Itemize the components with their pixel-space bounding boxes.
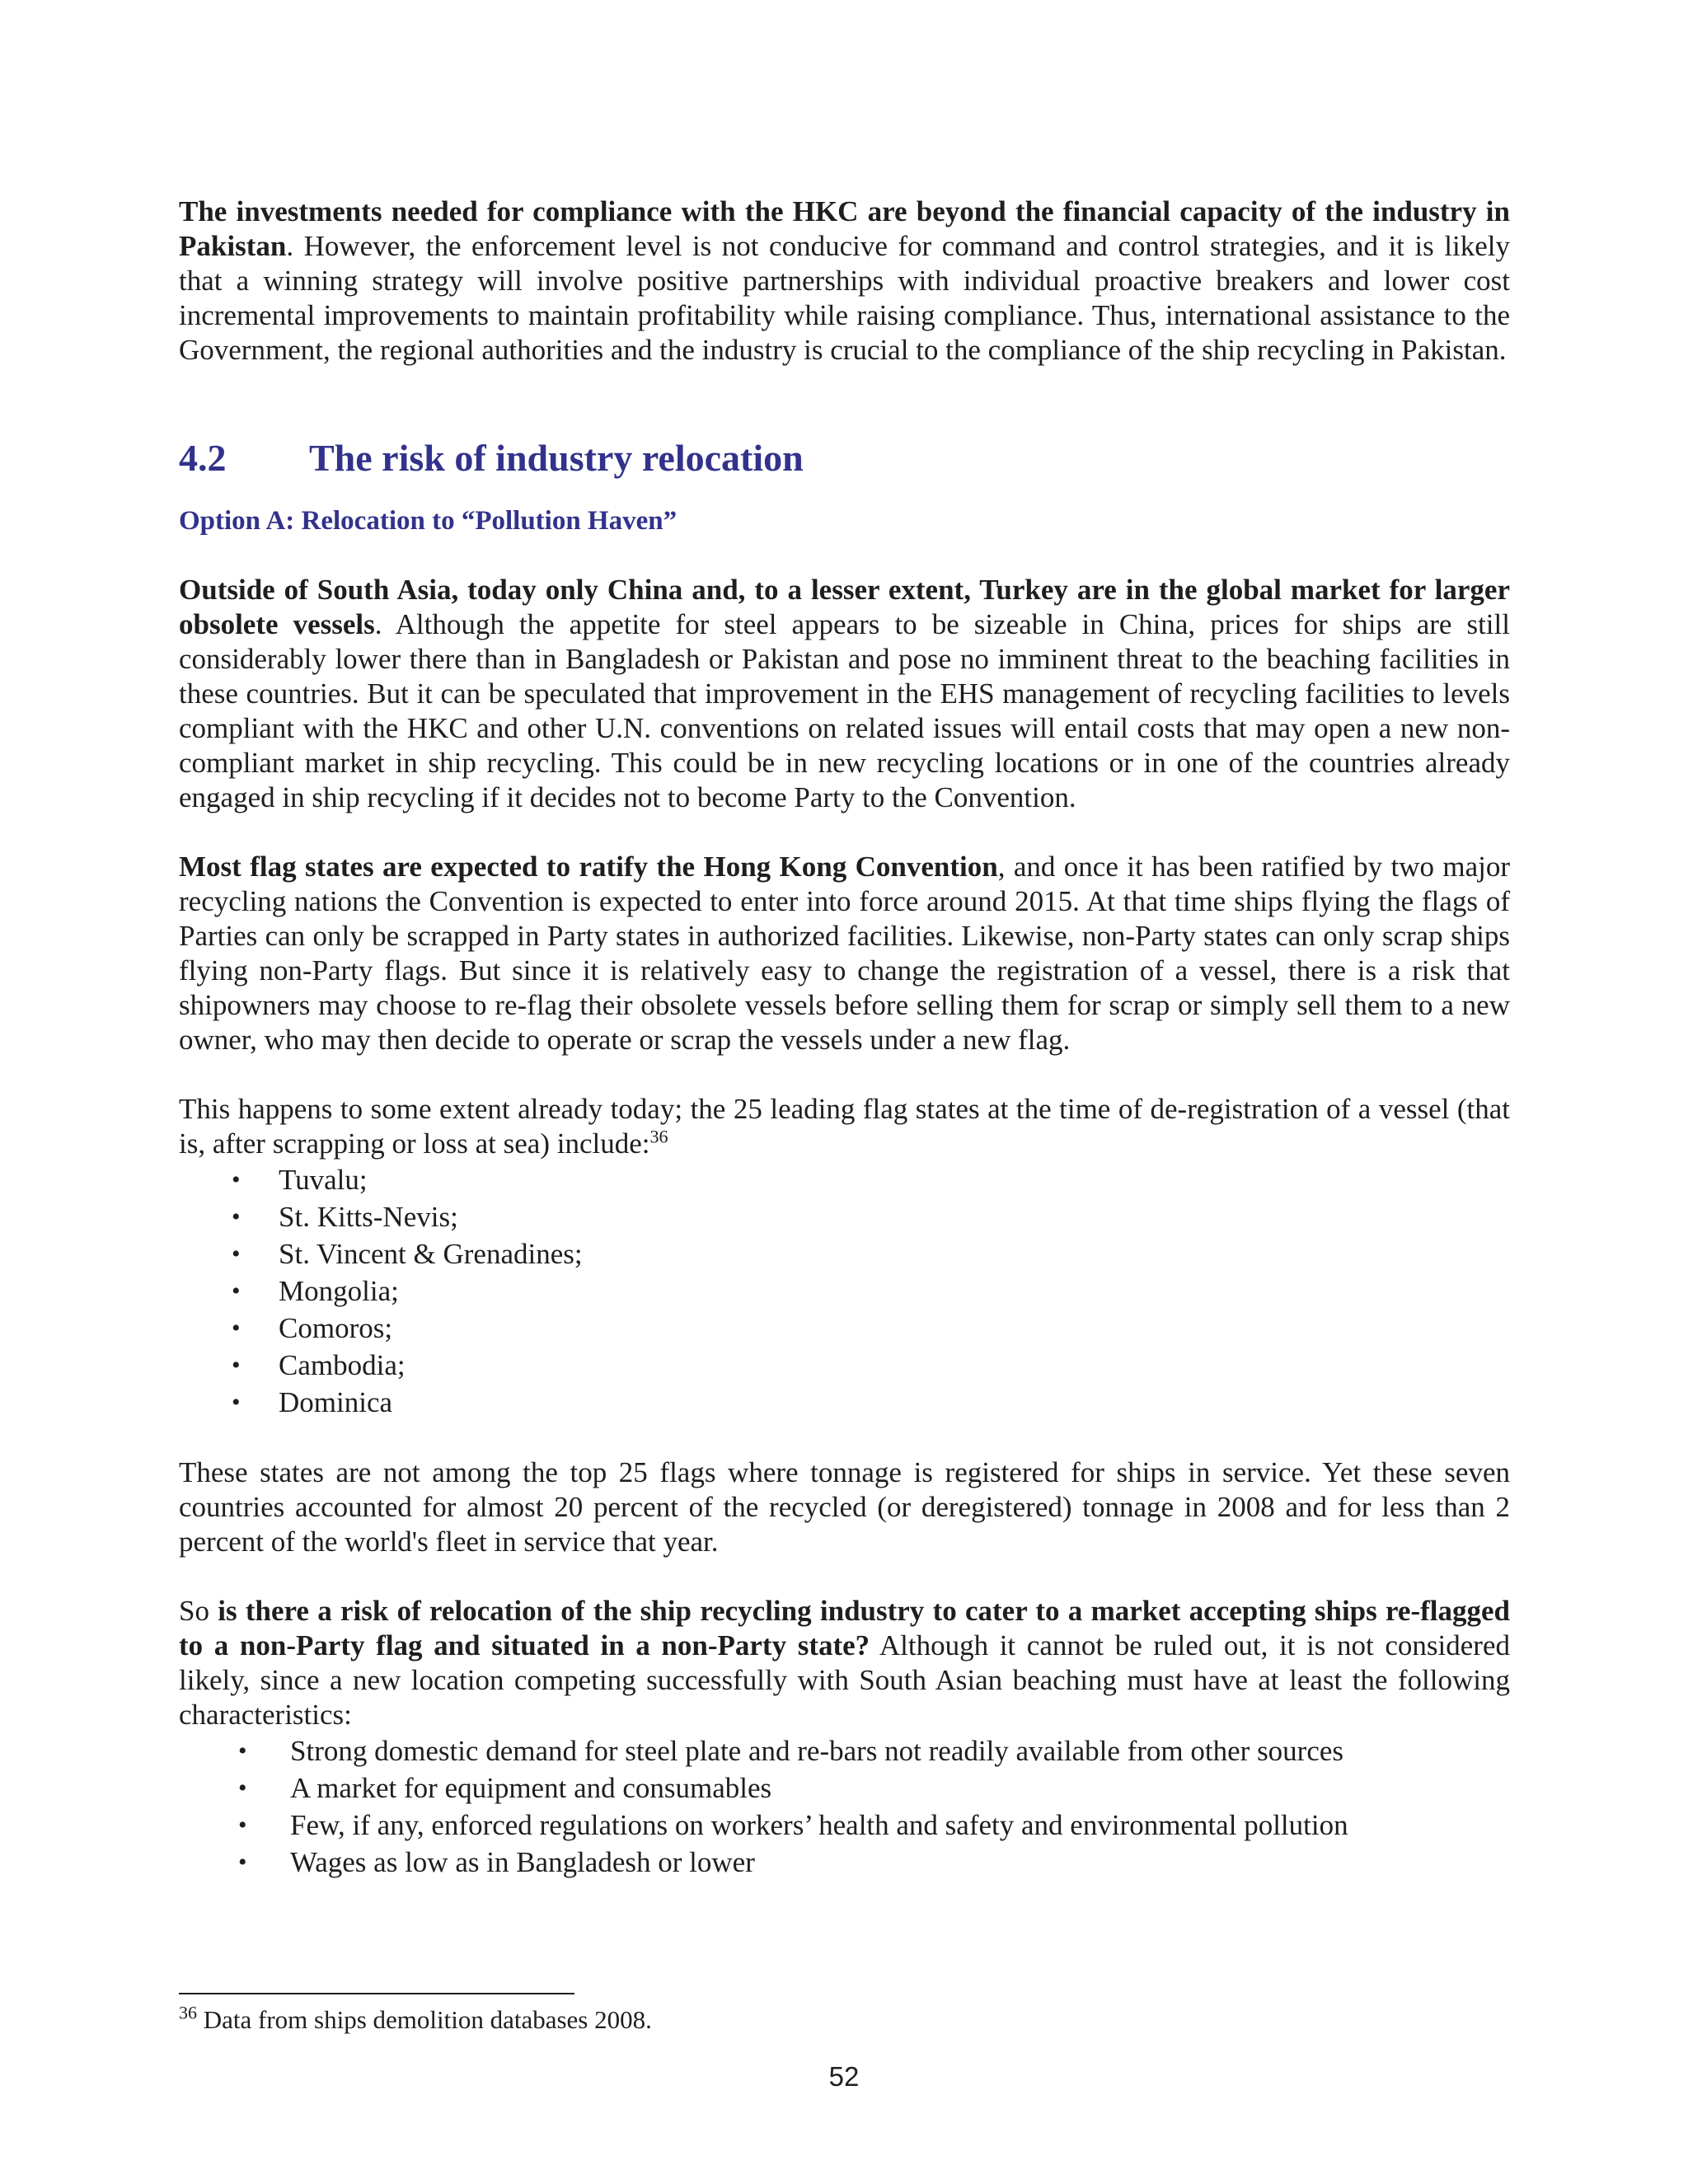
list-item [179, 1769, 1510, 1807]
paragraph-text: , and once it has been ratified by two major recycling nations the Convention is expected to enter into force around 2015. At that time ships flying the flags of Parties can only be scrapped in Party states in authorized facilities. Likewise, non-Party states can only scrap ships flying non-Party flags. But since it is relatively easy to change the registration of a vessel, there is a risk that shipowners may choose to re-flag their obsolete vessels before selling them for scrap or simply sell them to a new owner, who may then decide to operate or scrap the vessels under a new flag. [179, 851, 1510, 1056]
paragraph-lead-bold: The investments needed for compliance with the HKC are beyond the financial capacity of the industry in Pakistan [179, 195, 1510, 262]
characteristics-list [179, 1732, 1510, 1881]
section-heading [179, 436, 1510, 480]
bullet-icon: • [238, 1774, 247, 1802]
list-item-text: Tuvalu; [279, 1164, 368, 1196]
paragraph-text: . Although the appetite for steel appears to be sizeable in China, prices for ships are still considerably lower there than in Bangladesh or Pakistan and pose no imminent threat to the beaching facilities in these countries. But it can be speculated that improvement in the EHS management of recycling facilities to levels compliant with the HKC and other U.N. conventions on related issues will entail costs that may open a new non-compliant market in ship recycling. This could be in new recycling locations or in one of the countries already engaged in ship recycling if it decides not to become Party to the Convention. [179, 608, 1510, 813]
paragraph-text: Although it cannot be ruled out, it is not considered likely, since a new location competing successfully with South Asian beaching must have at least the following characteristics: [179, 1629, 1510, 1731]
bullet-icon: • [232, 1203, 241, 1230]
bullet-icon: • [238, 1849, 247, 1876]
bullet-icon: • [238, 1811, 247, 1839]
bullet-icon: • [232, 1277, 241, 1305]
list-item-text: Comoros; [279, 1312, 393, 1344]
bullet-icon: • [232, 1352, 241, 1379]
list-item [179, 1384, 1510, 1421]
list-item-text: Few, if any, enforced regulations on workers’ health and safety and environmental pollution [290, 1809, 1348, 1841]
footnote-reference: 36 [649, 1126, 668, 1147]
list-item [179, 1272, 1510, 1310]
list-item [179, 1807, 1510, 1844]
paragraph-text: . However, the enforcement level is not conducive for command and control strategies, and it is likely that a winning strategy will involve positive partnerships with individual proactive breakers and lower cost incremental improvements to maintain profitability while raising compliance. Thus, international assistance to the Government, the regional authorities and the industry is crucial to the compliance of the ship recycling in Pakistan. [179, 230, 1510, 366]
page-number: 52 [828, 2061, 860, 2092]
footnote-divider [179, 1993, 574, 1994]
list-item [179, 1732, 1510, 1769]
bullet-icon: • [232, 1166, 241, 1193]
footnote-number: 36 [179, 2002, 197, 2023]
paragraph-not-among-top-flags: These states are not among the top 25 flags where tonnage is registered for ships in service. Yet these seven countries accounted for almost 20 percent of the recycled (or deregistered) tonnage in 2008 and for less than 2 percent of the world's fleet in service that year. [179, 1456, 1510, 1558]
paragraph-relocation-risk [179, 1594, 1510, 1732]
bullet-icon: • [238, 1737, 247, 1765]
list-item [179, 1347, 1510, 1384]
paragraph-hkc-investments [179, 194, 1510, 368]
paragraph-text: This happens to some extent already today; the 25 leading flag states at the time of de-registration of a vessel (that is, after scrapping or loss at sea) include: [179, 1093, 1510, 1160]
list-item [179, 1310, 1510, 1347]
list-item [179, 1235, 1510, 1272]
list-item [179, 1198, 1510, 1235]
bullet-icon: • [232, 1389, 241, 1416]
bullet-icon: • [232, 1240, 241, 1268]
section-title: The risk of industry relocation [309, 437, 804, 479]
flag-states-list [179, 1161, 1510, 1421]
list-item-text: St. Kitts-Nevis; [279, 1201, 458, 1233]
list-item [179, 1844, 1510, 1881]
paragraph-question-bold: is there a risk of relocation of the ship recycling industry to cater to a market accepting ships re-flagged to a non-Party flag and situated in a non-Party state? [179, 1595, 1510, 1661]
paragraph-lead: So [179, 1595, 218, 1627]
list-item-text: A market for equipment and consumables [290, 1772, 772, 1804]
list-item [179, 1161, 1510, 1198]
bullet-icon: • [232, 1315, 241, 1342]
list-item-text: St. Vincent & Grenadines; [279, 1238, 583, 1270]
list-item-text: Wages as low as in Bangladesh or lower [290, 1846, 755, 1878]
paragraph-lead-bold: Most flag states are expected to ratify the Hong Kong Convention [179, 851, 998, 883]
section-number: 4.2 [179, 437, 227, 479]
footnote [179, 2004, 652, 2036]
footnote-text: Data from ships demolition databases 2008. [197, 2005, 652, 2034]
paragraph-deregistration [179, 1092, 1510, 1161]
paragraph-flag-states-ratify [179, 850, 1510, 1057]
list-item-text: Cambodia; [279, 1349, 406, 1381]
document-body [179, 194, 1510, 1881]
paragraph-lead-bold: Outside of South Asia, today only China and, to a lesser extent, Turkey are in the global market for larger obsolete vessels [179, 574, 1510, 640]
list-item-text: Dominica [279, 1386, 393, 1418]
list-item-text: Strong domestic demand for steel plate and re-bars not readily available from other sources [290, 1735, 1344, 1767]
list-item-text: Mongolia; [279, 1275, 399, 1307]
paragraph-outside-south-asia [179, 573, 1510, 815]
option-a-subheading: Option A: Relocation to “Pollution Haven” [179, 506, 678, 536]
